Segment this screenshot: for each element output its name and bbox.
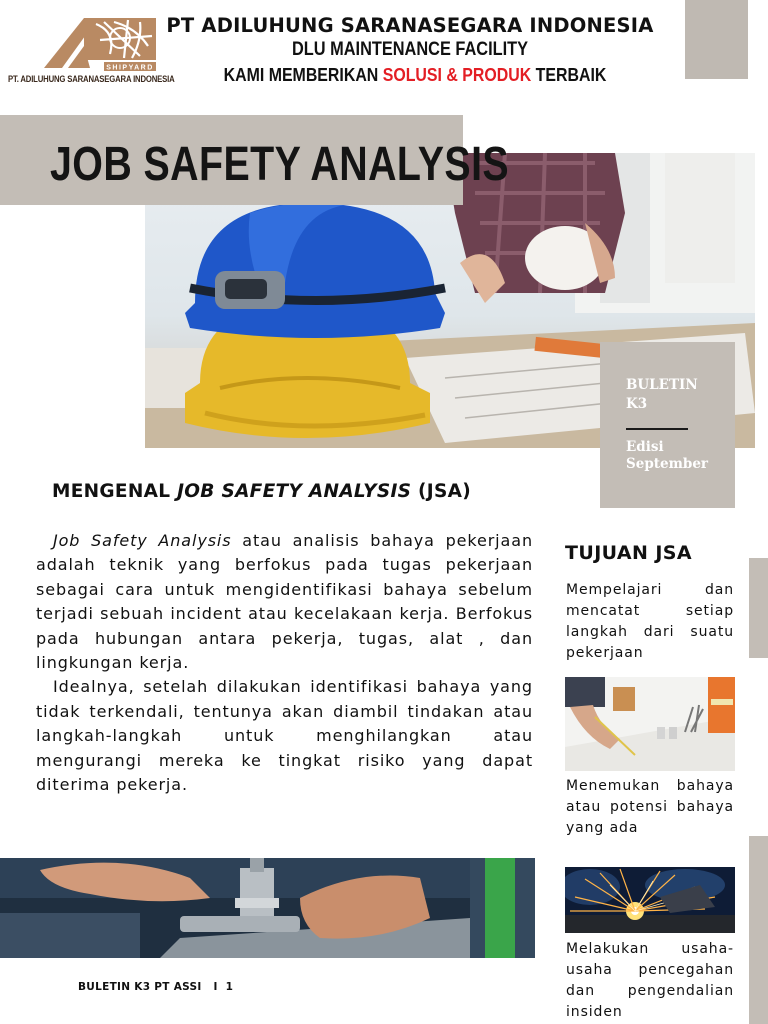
- welding-illustration: [565, 867, 735, 933]
- article-heading: [52, 481, 471, 502]
- side-strip-2: [749, 836, 768, 1024]
- page-footer: [78, 981, 233, 993]
- planning-photo: [565, 677, 735, 771]
- heading-pre: MENGENAL: [52, 481, 178, 502]
- page-number: 1: [225, 981, 234, 993]
- slogan: [213, 64, 617, 86]
- paragraph-1-rest: atau analisis bahaya pekerjaan adalah teknik yang berfokus pada tugas pekerjaan sebagai cara untuk mengidentifikasi bahaya sebelum terjadi sebuah incident atau kecelakaan kerja. Berfokus pada hubungan antara pekerja, tugas, alat , dan lingkungan kerja.: [36, 531, 533, 673]
- facility-name: DLU MAINTENANCE FACILITY: [291, 39, 529, 60]
- tujuan-title: TUJUAN JSA: [565, 542, 692, 564]
- edition-line2: September: [626, 456, 709, 472]
- page-title: JOB SAFETY ANALYSIS: [50, 138, 510, 191]
- bulletin-card: [600, 342, 735, 508]
- footer-separator: I: [213, 981, 218, 993]
- article-body: [36, 529, 533, 797]
- bulletin-line1: BULETIN: [626, 377, 698, 393]
- bulletin-edition: [626, 439, 708, 473]
- tujuan-item-3: Melakukan usaha-usaha pencegahan dan pengendalian insiden: [566, 941, 734, 1020]
- machinist-illustration: [0, 858, 535, 958]
- heading-post: (JSA): [411, 481, 471, 502]
- footer-label: BULETIN K3 PT ASSI: [78, 981, 202, 993]
- slogan-post: TERBAIK: [531, 64, 607, 85]
- bulletin-divider: [626, 428, 688, 430]
- paragraph-1-em: Job Safety Analysis: [53, 531, 232, 550]
- logo-caption: PT. ADILUHUNG SARANASEGARA INDONESIA: [8, 74, 175, 84]
- edition-line1: Edisi: [626, 439, 664, 455]
- shipyard-logo-icon: [44, 16, 156, 74]
- machinist-photo: [0, 858, 535, 958]
- heading-em: JOB SAFETY ANALYSIS: [177, 481, 412, 502]
- tujuan-item-1: Mempelajari dan mencatat setiap langkah dari suatu pekerjaan: [566, 582, 734, 661]
- bulletin-label: [626, 376, 698, 414]
- slogan-highlight: SOLUSI & PRODUK: [382, 64, 532, 85]
- planning-illustration: [565, 677, 735, 771]
- side-strip-1: [749, 558, 768, 658]
- slogan-pre: KAMI MEMBERIKAN: [223, 64, 383, 85]
- bulletin-line2: K3: [626, 396, 648, 412]
- logo-ribbon-text: SHIPYARD: [106, 64, 154, 72]
- company-name: PT ADILUHUNG SARANASEGARA INDONESIA: [166, 14, 654, 37]
- welding-photo: [565, 867, 735, 933]
- article-paragraph-2: Idealnya, setelah dilakukan identifikasi bahaya yang tidak terkendali, tentunya akan diambil tindakan atau langkah-langkah untuk menghilangkan atau mengurangi mereka ke tingkat risiko yang dapat diterima pekerja.: [36, 677, 533, 795]
- corner-decoration: [685, 0, 748, 79]
- tujuan-item-2: Menemukan bahaya atau potensi bahaya yang ada: [566, 778, 734, 836]
- article-paragraph-1: [36, 529, 533, 675]
